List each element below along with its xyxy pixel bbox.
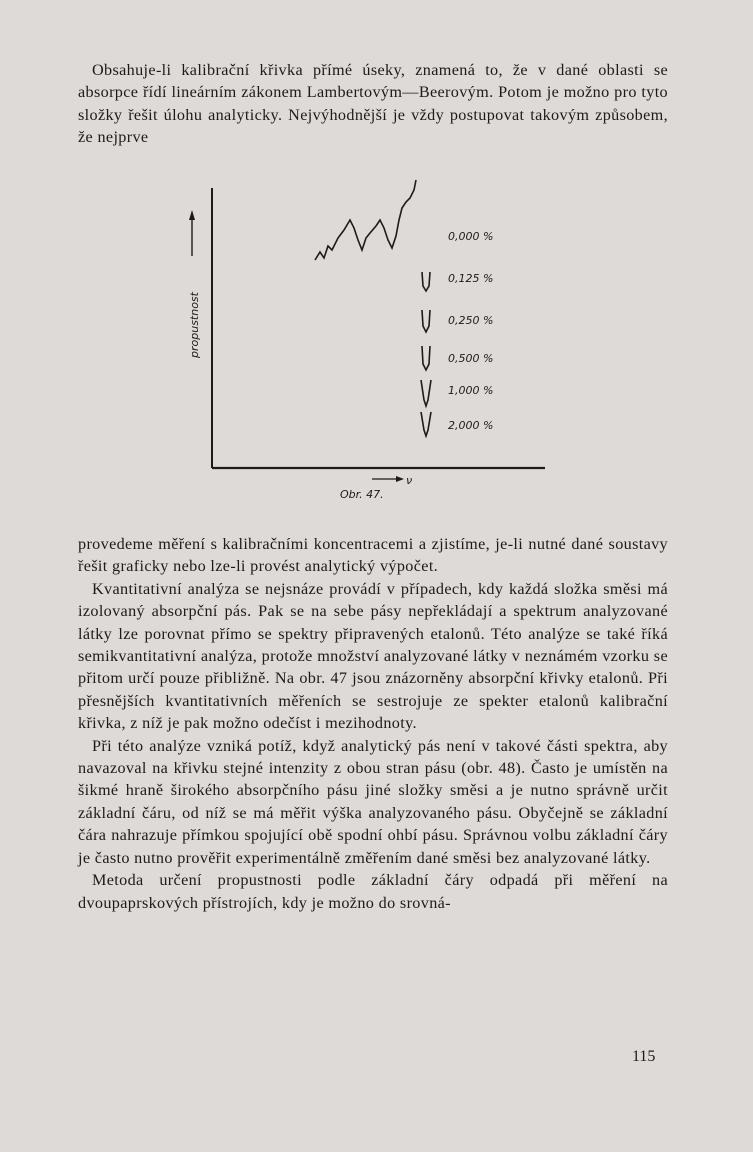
- paragraph: Metoda určení propustnosti podle základní čáry odpadá při měření na dvoupaprskových přístrojích, kdy je možno do srovná-: [78, 871, 668, 912]
- paragraph: provedeme měření s kalibračními koncentracemi a zjistíme, je-li nutné dané soustavy řešit graficky nebo lze-li provést analytický výpočet.: [78, 535, 668, 576]
- curve-3: [422, 346, 430, 370]
- paragraph: Při této analýze vzniká potíž, když analytický pás není v takové části spektra, aby navazoval na křivku stejné intenzity z obou stran pásu (obr. 48). Často je umístěn na šikmé hraně širokého absorpčního pásu jiné složky směsi a je nutno správně určit základní čáru, od níž se má měřit výška analyzovaného pásu. Obyčejně se základní čára nahrazuje přímkou spojující obě spodní ohbí pásu. Správnou volbu základní čáry je často nutno prověřit experimentálně změřením dané směsi bez analyzované látky.: [78, 736, 668, 867]
- y-arrowhead: [189, 210, 195, 220]
- conc-label-4: 1,000 %: [448, 384, 494, 397]
- curve-5: [421, 412, 431, 436]
- bottom-text: [78, 533, 668, 914]
- conc-label-2: 0,250 %: [448, 314, 494, 327]
- x-arrowhead: [396, 476, 404, 482]
- paragraph: Kvantitativní analýza se nejsnáze provádí v případech, kdy každá složka směsi má izolovaný absorpční pás. Pak se na sebe pásy nepřekládají a spektrum analyzované látky lze porovnat přímo se spektry připravených etalonů. Této analýze se také říká semikvantitativní analýza, protože množství analyzované látky v neznámém vzorku se přitom určí pouze přibližně. Na obr. 47 jsou znázorněny absorpční křivky etalonů. Při přesnějších kvantitativních měřeních se sestrojuje ze spekter etalonů kalibrační křivka, z níž je pak možno odečíst i mezihodnoty.: [78, 579, 668, 733]
- figure-caption: Obr. 47.: [340, 488, 384, 501]
- figure-absorption-curves: [170, 178, 560, 508]
- curve-0: [315, 180, 416, 260]
- y-axis-label: propustnost: [188, 292, 201, 358]
- page-number: 115: [632, 1048, 656, 1065]
- top-text: [78, 59, 668, 149]
- conc-label-3: 0,500 %: [448, 352, 494, 365]
- curve-1: [422, 272, 430, 291]
- conc-label-5: 2,000 %: [448, 419, 494, 432]
- x-axis-label: ν: [406, 474, 413, 487]
- curve-2: [422, 310, 430, 332]
- conc-label-0: 0,000 %: [448, 230, 494, 243]
- paragraph: Obsahuje-li kalibrační křivka přímé úseky, znamená to, že v dané oblasti se absorpce řídí lineárním zákonem Lambertovým—Beerovým. Potom je možno pro tyto složky řešit úlohu analyticky. Nejvýhodnější je vždy postupovat takovým způsobem, že nejprve: [78, 61, 668, 147]
- conc-label-1: 0,125 %: [448, 272, 494, 285]
- curve-4: [421, 380, 431, 406]
